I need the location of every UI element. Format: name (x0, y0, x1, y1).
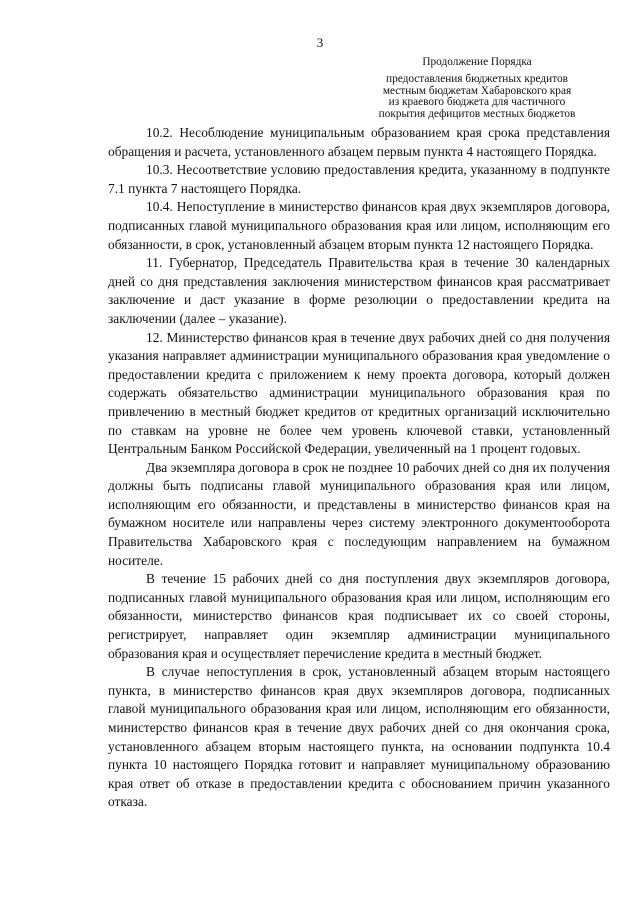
paragraph-12: 12. Министерство финансов края в течение двух рабочих дней со дня получения указания направляет администрации муниципального образования края уведомление о предоставлении кредита с приложением к нему проекта договора, который должен содержать обязательство администрации муниципального образования края по привлечению в местный бюджет кредитов от кредитных организаций исключительно по ставкам на уровне не более чем уровень ключевой ставки, установленный Центральным Банком Российской Федерации, увеличенный на 1 процент годовых. (108, 329, 610, 457)
paragraph-10-3: 10.3. Несоответствие условию предоставления кредита, указанному в подпункте 7.1 пункта 7 настоящего Порядка. (108, 162, 610, 196)
document-body (108, 124, 610, 812)
header-line: из краевого бюджета для частичного (388, 96, 566, 109)
paragraph-11: 11. Губернатор, Председатель Правительства края в течение 30 календарных дней со дня представления заключения министерством финансов края рассматривает заключение и даст указание в форме резолюции о предоставлении кредита на заключении (далее – указание). (108, 255, 610, 326)
document-header (347, 57, 607, 120)
header-line: предоставления бюджетных кредитов (386, 73, 568, 86)
header-title: Продолжение Порядка (422, 56, 532, 68)
paragraph-10-4: 10.4. Непоступление в министерство финансов края двух экземпляров договора, подписанных главой муниципального образования края или лицом, исполняющим его обязанности, в срок, установленный абзацем вторым пункта 12 настоящего Порядка. (108, 199, 610, 252)
page-number: 3 (316, 35, 324, 50)
paragraph-12-part-3: В течение 15 рабочих дней со дня поступления двух экземпляров договора, подписанных главой муниципального образования края или лицом, исполняющим его обязанности, министерство финансов края подписывает их со своей стороны, регистрирует, направляет один экземпляр администрации муниципального образования края и осуществляет перечисление кредита в местный бюджет. (108, 571, 610, 661)
paragraph-12-part-2: Два экземпляра договора в срок не позднее 10 рабочих дней со дня их получения должны быть подписаны главой муниципального образования края или лицом, исполняющим его обязанности, и представлены в министерство финансов края на бумажном носителе или направлены через систему электронного документооборота Правительства Хабаровского края с последующим направлением на бумажном носителе. (108, 459, 610, 568)
header-line: покрытия дефицитов местных бюджетов (378, 107, 576, 120)
paragraph-10-2: 10.2. Несоблюдение муниципальным образованием края срока представления обращения и расчета, установленного абзацем первым пункта 4 настоящего Порядка. (108, 125, 610, 159)
header-line: местным бюджетам Хабаровского края (382, 84, 572, 97)
paragraph-12-part-4: В случае непоступления в срок, установленный абзацем вторым настоящего пункта, в министерство финансов края двух экземпляров договора, подписанных главой муниципального образования края или лицом, исполняющим его обязанности, министерство финансов края в течение двух рабочих дней со дня окончания срока, установленного абзацем вторым настоящего пункта, на основании подпункта 10.4 пункта 10 настоящего Порядка готовит и направляет муниципальному образованию края ответ об отказе в предоставлении кредита с обоснованием причин указанного отказа. (108, 664, 610, 810)
